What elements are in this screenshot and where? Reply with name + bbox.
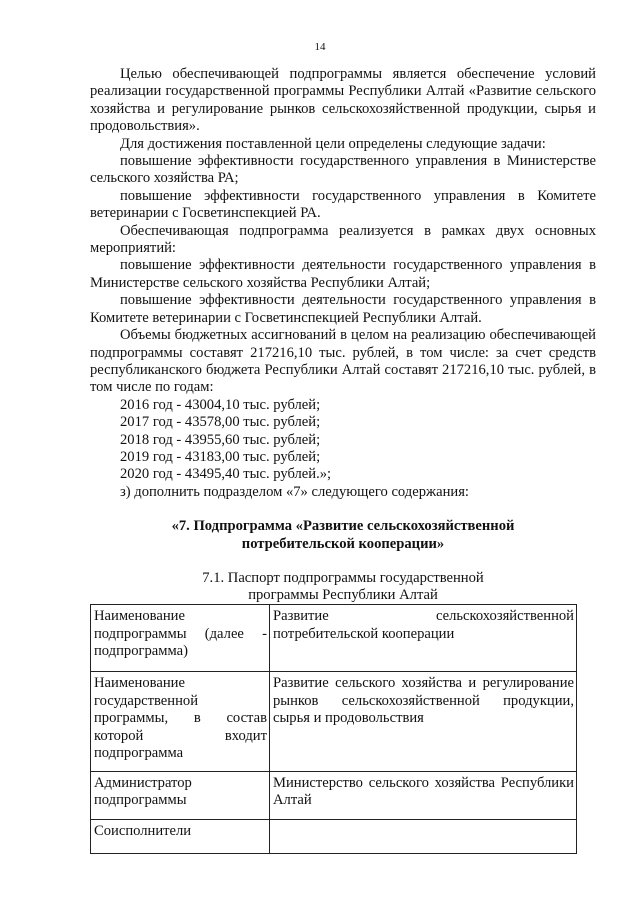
paragraph-measures-intro: Обеспечивающая подпрограмма реализуется в рамках двух основных мероприятий: xyxy=(90,222,596,257)
paragraph-tasks-intro: Для достижения поставленной цели определены следующие задачи: xyxy=(120,135,546,152)
row-value-co-executors xyxy=(270,819,577,853)
table-row xyxy=(91,819,577,853)
section-title xyxy=(90,517,596,553)
paragraph-goal: Целью обеспечивающей подпрограммы является обеспечение условий реализации государственной программы Республики Алтай «Развитие сельского хозяйства и регулирование рынков сельскохозяйственной продукции, сырья и продовольствия». xyxy=(90,66,596,135)
table-row xyxy=(91,771,577,819)
table-caption-line-2: программы Республики Алтай xyxy=(248,587,438,603)
row-value-administrator: Министерство сельского хозяйства Республики Алтай xyxy=(270,771,577,819)
page-number: 14 xyxy=(314,41,326,53)
row-value-subprogram-name: Развитие сельскохозяйственной потребительской кооперации xyxy=(270,605,577,672)
funding-year-2018: 2018 год - 43955,60 тыс. рублей; xyxy=(120,431,321,448)
row-label-administrator: Администратор подпрограммы xyxy=(91,771,270,819)
body-text xyxy=(90,66,596,501)
paragraph-task-2: повышение эффективности государственного управления в Комитете ветеринарии с Госветинспекцией РА. xyxy=(90,187,596,222)
section-title-line-2: потребительской кооперации» xyxy=(241,536,445,552)
funding-year-2020: 2020 год - 43495,40 тыс. рублей.»; xyxy=(120,466,332,483)
row-label-program-name: Наименование государственной программы, в состав которой входит подпрограмма xyxy=(91,672,270,772)
section-title-line-1: «7. Подпрограмма «Развитие сельскохозяйственной xyxy=(171,518,515,534)
row-label-subprogram-name: Наименование подпрограммы (далее - подпрограмма) xyxy=(91,605,270,672)
paragraph-task-1: повышение эффективности государственного управления в Министерстве сельского хозяйства РА; xyxy=(90,153,596,187)
funding-year-2016: 2016 год - 43004,10 тыс. рублей; xyxy=(120,396,321,413)
table-caption-line-1: 7.1. Паспорт подпрограммы государственной xyxy=(202,570,484,586)
table-row xyxy=(91,672,577,772)
paragraph-amendment: з) дополнить подразделом «7» следующего содержания: xyxy=(120,483,469,500)
paragraph-funding: Объемы бюджетных ассигнований в целом на реализацию обеспечивающей подпрограммы составят 217216,10 тыс. рублей, в том числе: за счет средств республиканского бюджета Республики Алтай составят 217216,10 тыс. рублей, в том числе по годам: xyxy=(90,327,596,396)
row-value-program-name: Развитие сельского хозяйства и регулирование рынков сельскохозяйственной продукции, сырья и продовольствия xyxy=(270,672,577,772)
row-label-co-executors: Соисполнители xyxy=(91,819,270,853)
paragraph-measure-1: повышение эффективности деятельности государственного управления в Министерстве сельского хозяйства Республики Алтай; xyxy=(90,257,596,291)
funding-year-2017: 2017 год - 43578,00 тыс. рублей; xyxy=(120,414,321,431)
table-caption xyxy=(90,570,596,604)
paragraph-measure-2: повышение эффективности деятельности государственного управления в Комитете ветеринарии с Госветинспекцией Республики Алтай. xyxy=(90,292,596,326)
table-row xyxy=(91,605,577,672)
passport-table xyxy=(90,604,577,854)
funding-year-2019: 2019 год - 43183,00 тыс. рублей; xyxy=(120,448,321,465)
